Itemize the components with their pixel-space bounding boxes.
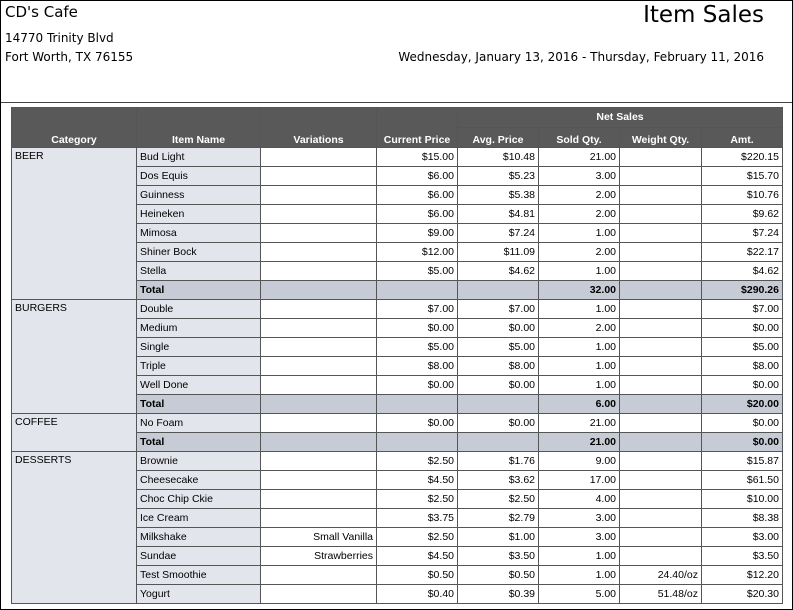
weight-qty-cell <box>620 243 702 262</box>
current-price-cell: $6.00 <box>377 205 458 224</box>
address-line-1: 14770 Trinity Blvd <box>5 31 114 45</box>
variation-cell <box>261 357 377 376</box>
item-name-cell: Dos Equis <box>137 167 261 186</box>
sold-qty-cell: 1.00 <box>539 224 620 243</box>
sold-qty-cell: 1.00 <box>539 376 620 395</box>
total-empty-cell <box>377 281 458 300</box>
header-divider <box>1 102 792 103</box>
table-row <box>12 300 783 319</box>
current-price-cell: $7.00 <box>377 300 458 319</box>
item-name-cell: Ice Cream <box>137 509 261 528</box>
variation-cell <box>261 338 377 357</box>
variation-cell <box>261 414 377 433</box>
variation-cell <box>261 566 377 585</box>
item-name-cell: Stella <box>137 262 261 281</box>
avg-price-cell: $3.50 <box>458 547 539 566</box>
current-price-cell: $15.00 <box>377 148 458 167</box>
total-sold-qty: 21.00 <box>539 433 620 452</box>
total-amt: $20.00 <box>702 395 783 414</box>
variation-cell <box>261 452 377 471</box>
item-name-cell: Heineken <box>137 205 261 224</box>
sold-qty-cell: 3.00 <box>539 167 620 186</box>
weight-qty-cell <box>620 148 702 167</box>
amt-cell: $8.00 <box>702 357 783 376</box>
current-price-cell: $0.00 <box>377 319 458 338</box>
current-price-cell: $0.40 <box>377 585 458 604</box>
weight-qty-cell <box>620 452 702 471</box>
amt-cell: $3.00 <box>702 528 783 547</box>
amt-cell: $220.15 <box>702 148 783 167</box>
weight-qty-cell <box>620 414 702 433</box>
sold-qty-cell: 2.00 <box>539 186 620 205</box>
total-empty-cell <box>458 281 539 300</box>
variation-cell <box>261 243 377 262</box>
sold-qty-cell: 3.00 <box>539 509 620 528</box>
category-cell: DESSERTS <box>12 452 137 604</box>
variation-cell <box>261 262 377 281</box>
item-name-cell: Yogurt <box>137 585 261 604</box>
avg-price-cell: $0.39 <box>458 585 539 604</box>
current-price-cell: $8.00 <box>377 357 458 376</box>
current-price-cell: $6.00 <box>377 167 458 186</box>
sold-qty-cell: 9.00 <box>539 452 620 471</box>
sold-qty-cell: 21.00 <box>539 148 620 167</box>
variation-cell <box>261 319 377 338</box>
current-price-cell: $5.00 <box>377 262 458 281</box>
variation-cell <box>261 148 377 167</box>
weight-qty-cell <box>620 262 702 281</box>
weight-qty-cell <box>620 224 702 243</box>
weight-qty-cell <box>620 205 702 224</box>
sold-qty-cell: 5.00 <box>539 585 620 604</box>
weight-qty-cell <box>620 490 702 509</box>
avg-price-cell: $1.76 <box>458 452 539 471</box>
item-name-cell: Sundae <box>137 547 261 566</box>
sold-qty-cell: 1.00 <box>539 338 620 357</box>
item-sales-table <box>11 107 783 604</box>
avg-price-cell: $7.00 <box>458 300 539 319</box>
avg-price-cell: $0.00 <box>458 376 539 395</box>
weight-qty-cell <box>620 547 702 566</box>
sold-qty-cell: 17.00 <box>539 471 620 490</box>
variation-cell <box>261 167 377 186</box>
weight-qty-cell: 51.48/oz <box>620 585 702 604</box>
sold-qty-cell: 4.00 <box>539 490 620 509</box>
amt-cell: $22.17 <box>702 243 783 262</box>
category-cell: COFFEE <box>12 414 137 452</box>
col-header-item-name: Item Name <box>137 108 261 148</box>
total-empty-cell <box>261 281 377 300</box>
total-empty-cell <box>377 395 458 414</box>
current-price-cell: $2.50 <box>377 452 458 471</box>
weight-qty-cell <box>620 319 702 338</box>
item-name-cell: No Foam <box>137 414 261 433</box>
sold-qty-cell: 2.00 <box>539 243 620 262</box>
table-row <box>12 452 783 471</box>
category-cell: BEER <box>12 148 137 300</box>
item-name-cell: Choc Chip Ckie <box>137 490 261 509</box>
current-price-cell: $4.50 <box>377 471 458 490</box>
item-name-cell: Mimosa <box>137 224 261 243</box>
avg-price-cell: $5.38 <box>458 186 539 205</box>
total-label: Total <box>137 395 261 414</box>
total-amt: $0.00 <box>702 433 783 452</box>
amt-cell: $7.24 <box>702 224 783 243</box>
amt-cell: $15.87 <box>702 452 783 471</box>
total-sold-qty: 6.00 <box>539 395 620 414</box>
avg-price-cell: $11.09 <box>458 243 539 262</box>
col-header-current-price: Current Price <box>377 108 458 148</box>
sold-qty-cell: 1.00 <box>539 566 620 585</box>
weight-qty-cell: 24.40/oz <box>620 566 702 585</box>
weight-qty-cell <box>620 376 702 395</box>
variation-cell <box>261 205 377 224</box>
total-sold-qty: 32.00 <box>539 281 620 300</box>
item-name-cell: Well Done <box>137 376 261 395</box>
variation-cell <box>261 509 377 528</box>
avg-price-cell: $4.81 <box>458 205 539 224</box>
total-empty-cell <box>620 395 702 414</box>
total-empty-cell <box>458 395 539 414</box>
current-price-cell: $12.00 <box>377 243 458 262</box>
avg-price-cell: $3.62 <box>458 471 539 490</box>
weight-qty-cell <box>620 509 702 528</box>
current-price-cell: $5.00 <box>377 338 458 357</box>
variation-cell <box>261 490 377 509</box>
weight-qty-cell <box>620 357 702 376</box>
variation-cell: Strawberries <box>261 547 377 566</box>
amt-cell: $5.00 <box>702 338 783 357</box>
item-name-cell: Double <box>137 300 261 319</box>
item-name-cell: Shiner Bock <box>137 243 261 262</box>
weight-qty-cell <box>620 167 702 186</box>
col-header-avg-price: Avg. Price <box>458 128 539 148</box>
item-name-cell: Guinness <box>137 186 261 205</box>
total-amt: $290.26 <box>702 281 783 300</box>
current-price-cell: $9.00 <box>377 224 458 243</box>
avg-price-cell: $7.24 <box>458 224 539 243</box>
weight-qty-cell <box>620 186 702 205</box>
weight-qty-cell <box>620 528 702 547</box>
current-price-cell: $2.50 <box>377 490 458 509</box>
avg-price-cell: $10.48 <box>458 148 539 167</box>
sold-qty-cell: 2.00 <box>539 205 620 224</box>
avg-price-cell: $1.00 <box>458 528 539 547</box>
current-price-cell: $0.00 <box>377 376 458 395</box>
amt-cell: $61.50 <box>702 471 783 490</box>
category-cell: BURGERS <box>12 300 137 414</box>
col-header-amt: Amt. <box>702 128 783 148</box>
current-price-cell: $0.50 <box>377 566 458 585</box>
total-empty-cell <box>620 281 702 300</box>
avg-price-cell: $2.79 <box>458 509 539 528</box>
table-row <box>12 148 783 167</box>
total-empty-cell <box>377 433 458 452</box>
col-header-variations: Variations <box>261 108 377 148</box>
date-range: Wednesday, January 13, 2016 - Thursday, February 11, 2016 <box>398 50 764 64</box>
amt-cell: $4.62 <box>702 262 783 281</box>
address-line-2: Fort Worth, TX 76155 <box>5 50 134 64</box>
avg-price-cell: $4.62 <box>458 262 539 281</box>
total-empty-cell <box>261 395 377 414</box>
total-label: Total <box>137 281 261 300</box>
avg-price-cell: $5.00 <box>458 338 539 357</box>
item-name-cell: Single <box>137 338 261 357</box>
amt-cell: $0.00 <box>702 376 783 395</box>
total-empty-cell <box>620 433 702 452</box>
variation-cell <box>261 585 377 604</box>
report-title: Item Sales <box>643 2 764 28</box>
sold-qty-cell: 2.00 <box>539 319 620 338</box>
amt-cell: $20.30 <box>702 585 783 604</box>
sold-qty-cell: 21.00 <box>539 414 620 433</box>
sold-qty-cell: 1.00 <box>539 357 620 376</box>
weight-qty-cell <box>620 338 702 357</box>
item-name-cell: Triple <box>137 357 261 376</box>
item-name-cell: Brownie <box>137 452 261 471</box>
amt-cell: $3.50 <box>702 547 783 566</box>
variation-cell <box>261 376 377 395</box>
table-row <box>12 414 783 433</box>
col-header-sold-qty: Sold Qty. <box>539 128 620 148</box>
avg-price-cell: $0.50 <box>458 566 539 585</box>
avg-price-cell: $2.50 <box>458 490 539 509</box>
amt-cell: $9.62 <box>702 205 783 224</box>
item-name-cell: Medium <box>137 319 261 338</box>
amt-cell: $0.00 <box>702 414 783 433</box>
weight-qty-cell <box>620 471 702 490</box>
avg-price-cell: $5.23 <box>458 167 539 186</box>
amt-cell: $12.20 <box>702 566 783 585</box>
variation-cell <box>261 300 377 319</box>
variation-cell <box>261 186 377 205</box>
total-label: Total <box>137 433 261 452</box>
col-header-category: Category <box>12 108 137 148</box>
total-empty-cell <box>458 433 539 452</box>
current-price-cell: $0.00 <box>377 414 458 433</box>
current-price-cell: $4.50 <box>377 547 458 566</box>
item-name-cell: Test Smoothie <box>137 566 261 585</box>
item-name-cell: Cheesecake <box>137 471 261 490</box>
amt-cell: $8.38 <box>702 509 783 528</box>
item-name-cell: Bud Light <box>137 148 261 167</box>
table-body <box>12 148 783 604</box>
avg-price-cell: $0.00 <box>458 319 539 338</box>
current-price-cell: $6.00 <box>377 186 458 205</box>
amt-cell: $0.00 <box>702 319 783 338</box>
sold-qty-cell: 1.00 <box>539 547 620 566</box>
sold-qty-cell: 3.00 <box>539 528 620 547</box>
col-header-net-sales: Net Sales <box>458 108 783 128</box>
weight-qty-cell <box>620 300 702 319</box>
item-name-cell: Milkshake <box>137 528 261 547</box>
cafe-name: CD's Cafe <box>5 3 78 21</box>
amt-cell: $10.00 <box>702 490 783 509</box>
variation-cell: Small Vanilla <box>261 528 377 547</box>
current-price-cell: $3.75 <box>377 509 458 528</box>
current-price-cell: $2.50 <box>377 528 458 547</box>
sold-qty-cell: 1.00 <box>539 262 620 281</box>
amt-cell: $10.76 <box>702 186 783 205</box>
sold-qty-cell: 1.00 <box>539 300 620 319</box>
amt-cell: $7.00 <box>702 300 783 319</box>
avg-price-cell: $0.00 <box>458 414 539 433</box>
variation-cell <box>261 471 377 490</box>
avg-price-cell: $8.00 <box>458 357 539 376</box>
variation-cell <box>261 224 377 243</box>
col-header-weight-qty: Weight Qty. <box>620 128 702 148</box>
amt-cell: $15.70 <box>702 167 783 186</box>
total-empty-cell <box>261 433 377 452</box>
